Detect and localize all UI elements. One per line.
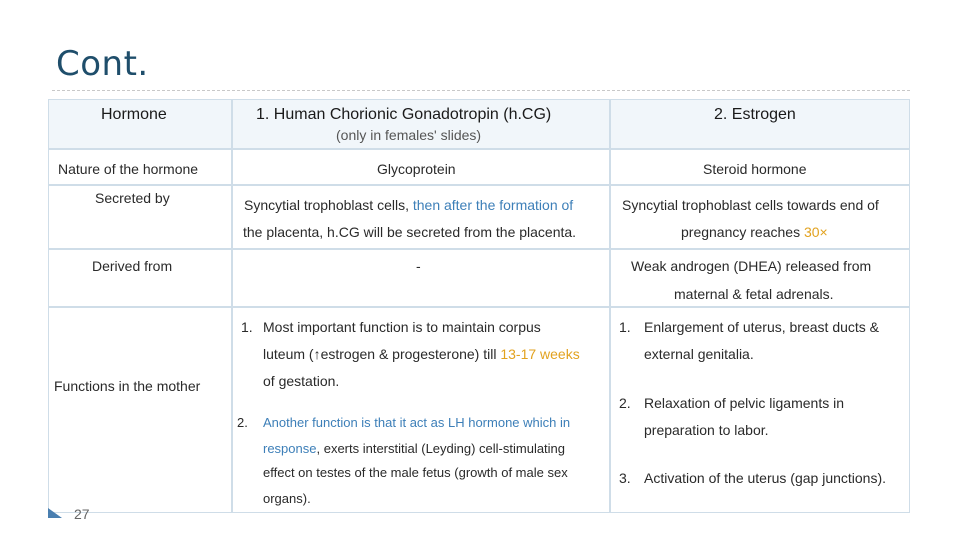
hcg-function-1-line2 <box>263 346 580 362</box>
estrogen-function-2-line2: preparation to labor. <box>644 422 769 438</box>
estrogen-function-3-number: 3. <box>619 470 631 486</box>
secreted-estrogen-line1: Syncytial trophoblast cells towards end of <box>622 197 879 213</box>
secreted-hcg-text-b: then after the formation of <box>408 197 574 213</box>
hcg-function-2-line4: organs). <box>263 491 311 506</box>
secreted-estrogen-line2 <box>681 224 828 240</box>
row-derived-hcg-cell <box>232 249 610 307</box>
secreted-hcg-line1 <box>244 197 573 213</box>
header-hormone: Hormone <box>101 106 167 123</box>
estrogen-function-1-number: 1. <box>619 319 631 335</box>
estrogen-function-3-line1: Activation of the uterus (gap junctions). <box>644 470 887 486</box>
header-hcg-title: 1. Human Chorionic Gonadotropin (h.CG) <box>256 106 552 123</box>
nature-hcg: Glycoprotein <box>377 161 456 177</box>
estrogen-function-2-number: 2. <box>619 395 631 411</box>
header-estrogen: 2. Estrogen <box>714 106 796 123</box>
nature-label: Nature of the hormone <box>58 161 199 177</box>
secreted-hcg-text-a: Syncytial trophoblast cells, <box>244 197 409 213</box>
derived-estrogen-line1: Weak androgen (DHEA) released from <box>631 258 872 274</box>
hcg-function-1-line1: Most important function is to maintain corpus <box>263 319 541 335</box>
hcg-function-2-number: 2. <box>237 415 248 430</box>
derived-label: Derived from <box>92 258 173 274</box>
derived-estrogen-line2: maternal & fetal adrenals. <box>674 286 834 302</box>
estrogen-function-1-line1: Enlargement of uterus, breast ducts & <box>644 319 880 335</box>
derived-hcg: - <box>416 258 421 274</box>
hcg-function-1-highlight: 13-17 weeks <box>500 346 580 362</box>
title-divider <box>52 90 910 91</box>
hcg-function-1-number: 1. <box>241 319 253 335</box>
slide-number: 27 <box>74 506 90 522</box>
secreted-estrogen-highlight: 30× <box>803 224 828 240</box>
secreted-hcg-line2: the placenta, h.CG will be secreted from the placenta. <box>243 224 577 240</box>
estrogen-function-1-line2: external genitalia. <box>644 346 754 362</box>
hcg-function-2-text: , exerts interstitial (Leyding) cell-stimulating <box>316 441 566 456</box>
row-functions-label-cell <box>48 307 232 513</box>
corner-triangle-icon <box>48 508 62 518</box>
secreted-label: Secreted by <box>95 190 170 206</box>
page-title: Cont. <box>56 44 149 84</box>
hcg-function-1-text: luteum (↑estrogen & progesterone) till <box>263 346 501 362</box>
hcg-function-2-line2 <box>263 441 565 456</box>
hcg-function-2-link-text: response <box>263 441 317 456</box>
nature-estrogen: Steroid hormone <box>703 161 807 177</box>
hcg-function-2-line3: effect on testes of the male fetus (growth of male sex <box>263 465 568 480</box>
row-functions-hcg-cell <box>232 307 610 513</box>
header-hcg-subtitle: (only in females' slides) <box>336 127 482 143</box>
hcg-function-1-line3: of gestation. <box>263 373 340 389</box>
estrogen-function-2-line1: Relaxation of pelvic ligaments in <box>644 395 844 411</box>
functions-label: Functions in the mother <box>54 378 201 394</box>
hcg-function-2-line1: Another function is that it act as LH hormone which in <box>263 415 571 430</box>
secreted-estrogen-text-b: pregnancy reaches <box>681 224 804 240</box>
